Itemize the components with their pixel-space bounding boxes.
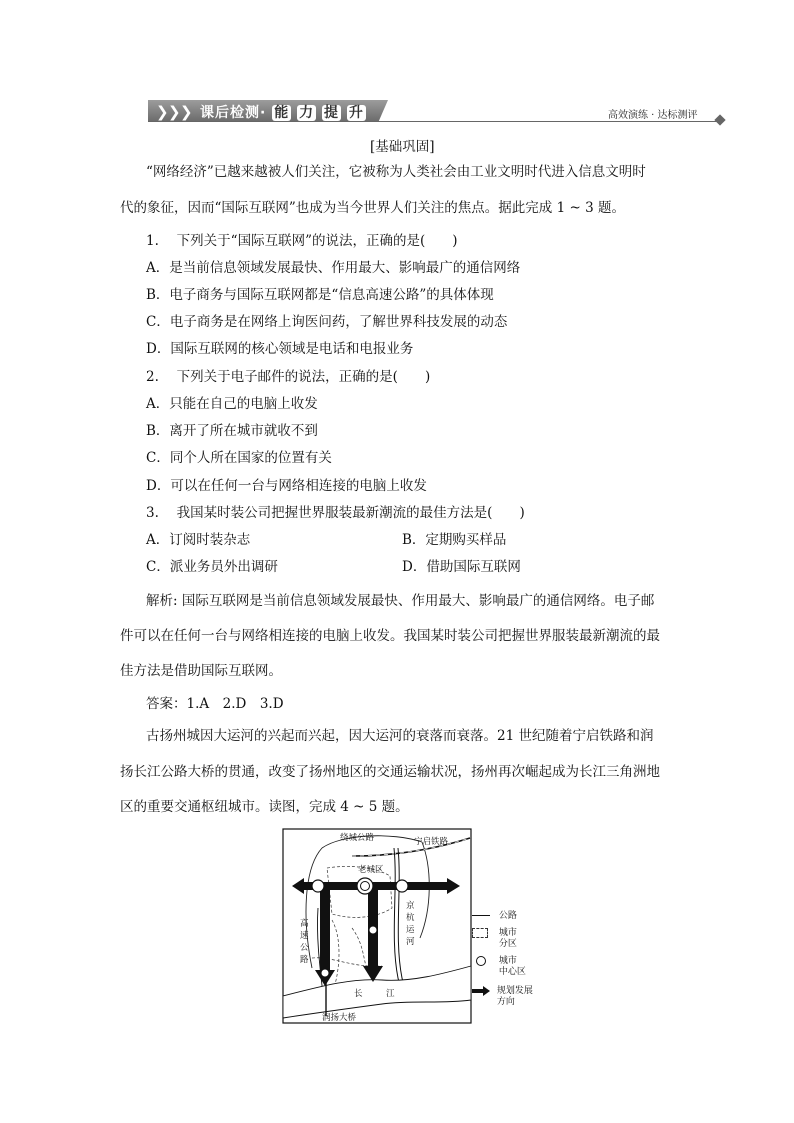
- banner-label: 课后检测: [200, 105, 260, 121]
- option: D．借助国际互联网: [402, 559, 521, 575]
- label-bridge: 润扬大桥: [322, 1013, 357, 1023]
- option: D．可以在任何一台与网络相连接的电脑上收发: [146, 478, 427, 494]
- header-rule: [148, 121, 718, 122]
- dashed-box-icon: [472, 928, 488, 938]
- intro1-line2: 代的象征，因而“国际互联网”也成为当今世界人们关注的焦点。据此完成 1 ~ 3 题。: [120, 200, 625, 216]
- legend-item: 城市 分区: [472, 928, 517, 950]
- city-center: [321, 969, 329, 977]
- chevron-right-icon: ❯: [168, 103, 181, 121]
- city-center: [312, 880, 324, 892]
- question-stem: 1. 下列关于“国际互联网”的说法，正确的是( ): [146, 233, 458, 249]
- banner-char: 力: [299, 105, 315, 121]
- diamond-icon: [714, 114, 725, 125]
- label-canal: 京: [406, 901, 415, 911]
- option: A．只能在自己的电脑上收发: [146, 396, 318, 412]
- arrow-icon: [472, 986, 490, 996]
- answer: 答案：1.A 2.D 3.D: [146, 696, 284, 712]
- banner-char: 提: [323, 105, 339, 121]
- option: C．电子商务是在网络上询医问药，了解世界科技发展的动态: [146, 314, 508, 330]
- yangzhou-map: [282, 828, 472, 1024]
- option: A．订阅时装杂志: [146, 532, 251, 548]
- banner-dot: ·: [260, 105, 267, 121]
- question-stem: 3. 我国某时装公司把握世界服装最新潮流的最佳方法是( ): [146, 505, 525, 521]
- label-canal: 杭: [406, 913, 415, 923]
- label-river: 江: [386, 989, 395, 999]
- option: B．离开了所在城市就收不到: [146, 423, 318, 439]
- chevron-right-icon: ❯: [180, 103, 193, 121]
- label-expressway: 高: [300, 919, 309, 929]
- section-banner: [148, 100, 388, 122]
- section-title: [基础巩固]: [370, 139, 435, 155]
- label-expressway: 路: [300, 955, 309, 965]
- label-canal: 河: [406, 937, 415, 947]
- option: A．是当前信息领域发展最快、作用最大、影响最广的通信网络: [146, 260, 521, 276]
- label-expressway: 速: [300, 931, 309, 941]
- label-railway: 宁启铁路: [414, 837, 449, 847]
- road-line-icon: [472, 915, 490, 916]
- intro1-line1: “网络经济”已越来越被人们关注，它被称为人类社会由工业文明时代进入信息文明时: [146, 164, 646, 180]
- question-stem: 2. 下列关于电子邮件的说法，正确的是( ): [146, 369, 431, 385]
- analysis-line3: 佳方法是借助国际互联网。: [120, 663, 282, 679]
- legend-item: 公路: [472, 908, 517, 921]
- label-river: 长: [354, 989, 363, 999]
- option: B．定期购买样品: [402, 532, 507, 548]
- label-old-town: 老城区: [358, 865, 384, 875]
- circle-icon: [476, 956, 486, 966]
- city-center: [369, 926, 377, 934]
- label-ring-road: 绕城公路: [340, 833, 375, 843]
- city-center: [396, 880, 408, 892]
- banner-char: 能: [274, 105, 290, 121]
- legend-item: 规划发展 方向: [472, 986, 533, 1008]
- option: C．派业务员外出调研: [146, 559, 278, 575]
- analysis-line1: 解析: 国际互联网是当前信息领域发展最快、作用最大、影响最广的通信网络。电子邮: [146, 593, 655, 609]
- label-canal: 运: [406, 925, 415, 935]
- analysis-line2: 件可以在任何一台与网络相连接的电脑上收发。我国某时装公司把握世界服装最新潮流的最: [120, 628, 660, 644]
- intro2-line3: 区的重要交通枢纽城市。读图，完成 4 ~ 5 题。: [120, 799, 409, 815]
- banner-title: [200, 102, 366, 122]
- chevron-right-icon: ❯: [156, 103, 169, 121]
- option: C．同个人所在国家的位置有关: [146, 450, 332, 466]
- header-right-tag: 高效演练 · 达标测评: [608, 110, 698, 121]
- label-expressway: 公: [300, 943, 309, 953]
- intro2-line1: 古扬州城因大运河的兴起而兴起，因大运河的衰落而衰落。21 世纪随着宁启铁路和润: [146, 728, 654, 744]
- option: B．电子商务与国际互联网都是“信息高速公路”的具体体现: [146, 287, 494, 303]
- banner-char: 升: [348, 105, 364, 121]
- legend-item: 城市 中心区: [472, 956, 526, 978]
- option: D．国际互联网的核心领域是电话和电报业务: [146, 341, 414, 357]
- intro2-line2: 扬长江公路大桥的贯通，改变了扬州地区的交通运输状况，扬州再次崛起成为长江三角洲地: [120, 764, 660, 780]
